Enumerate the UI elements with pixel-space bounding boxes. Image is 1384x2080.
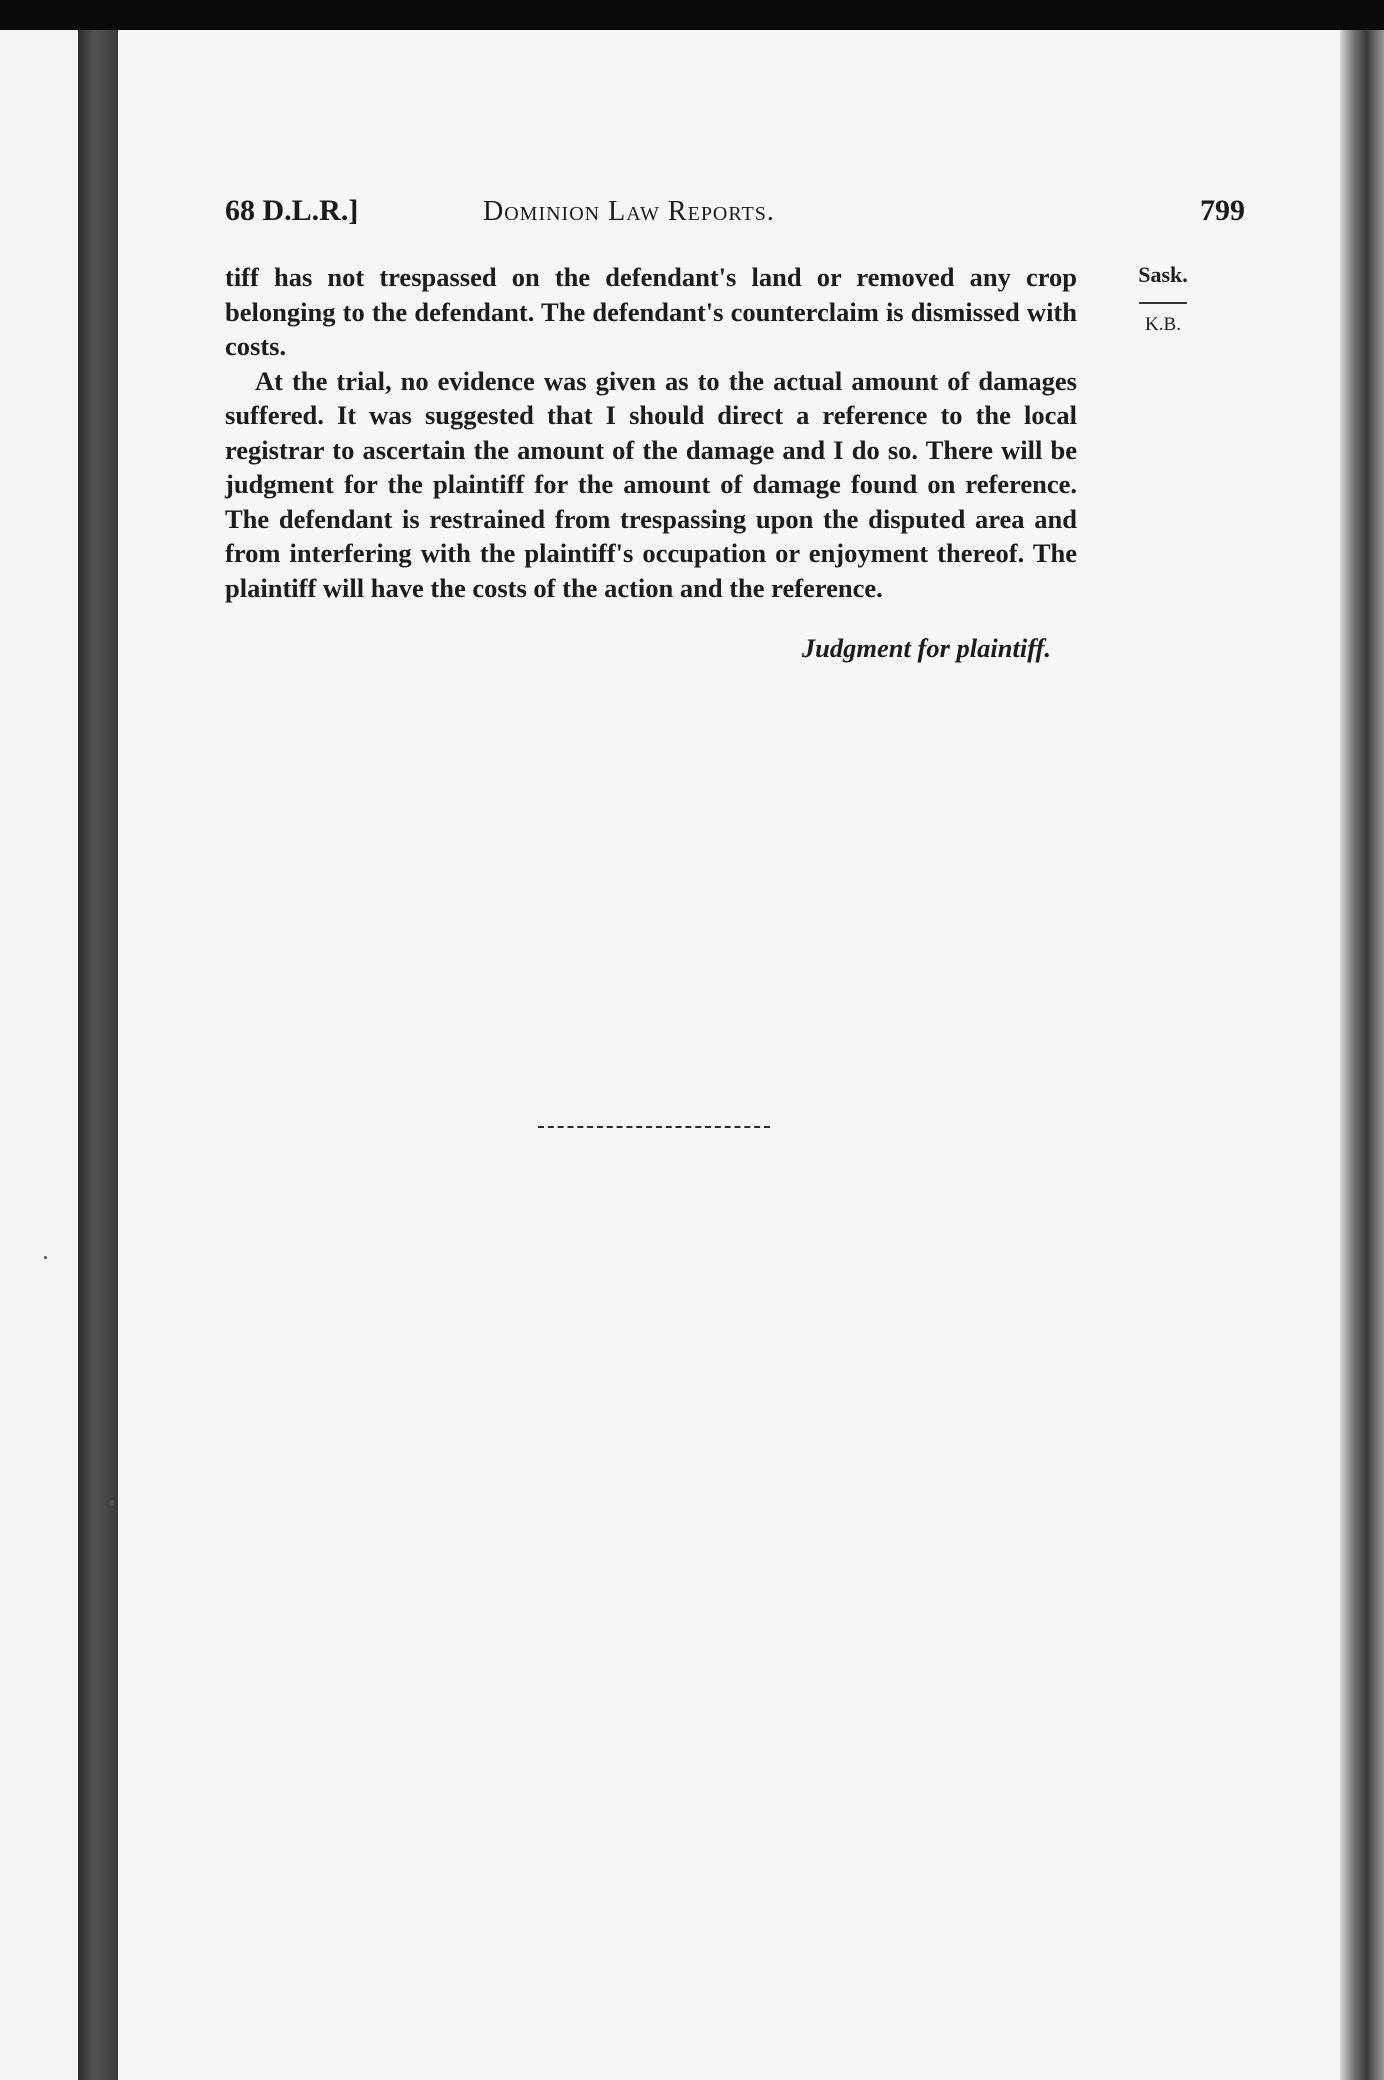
paragraph-continued: tiff has not trespassed on the defendant's land or removed any crop belonging to the defendant. The defendant's counterclaim is dismissed with costs. <box>225 262 1077 361</box>
volume-reference: 68 D.L.R.] <box>225 194 359 227</box>
body-text <box>225 260 1077 605</box>
sidenote-province: Sask. <box>1138 262 1188 287</box>
scan-left-margin <box>0 30 78 2080</box>
page-number: 799 <box>1200 194 1245 227</box>
court-sidenote <box>1132 262 1194 336</box>
scan-speck <box>110 1500 114 1506</box>
scan-speck <box>44 1256 47 1259</box>
scan-top-edge <box>0 0 1384 30</box>
book-binding-strip <box>78 30 118 2080</box>
sidenote-rule <box>1139 302 1187 304</box>
reporter-title: Dominion Law Reports. <box>483 196 775 227</box>
scan-right-edge <box>1340 30 1384 2080</box>
running-header <box>225 194 1245 234</box>
end-of-case-rule <box>538 1126 770 1128</box>
judgment-line: Judgment for plaintiff. <box>801 633 1051 663</box>
sidenote-court: K.B. <box>1145 314 1181 335</box>
paragraph-trial-damages: At the trial, no evidence was given as to the actual amount of damages suffered. It was suggested that I should direct a reference to the local registrar to ascertain the amount of the damage and I do so. There will be judgment for the plaintiff for the amount of damage found on reference. The defendant is restrained from trespassing upon the disputed area and from interfering with the plaintiff's occupation or enjoyment thereof. The plaintiff will have the costs of the action and the reference. <box>225 365 1077 603</box>
